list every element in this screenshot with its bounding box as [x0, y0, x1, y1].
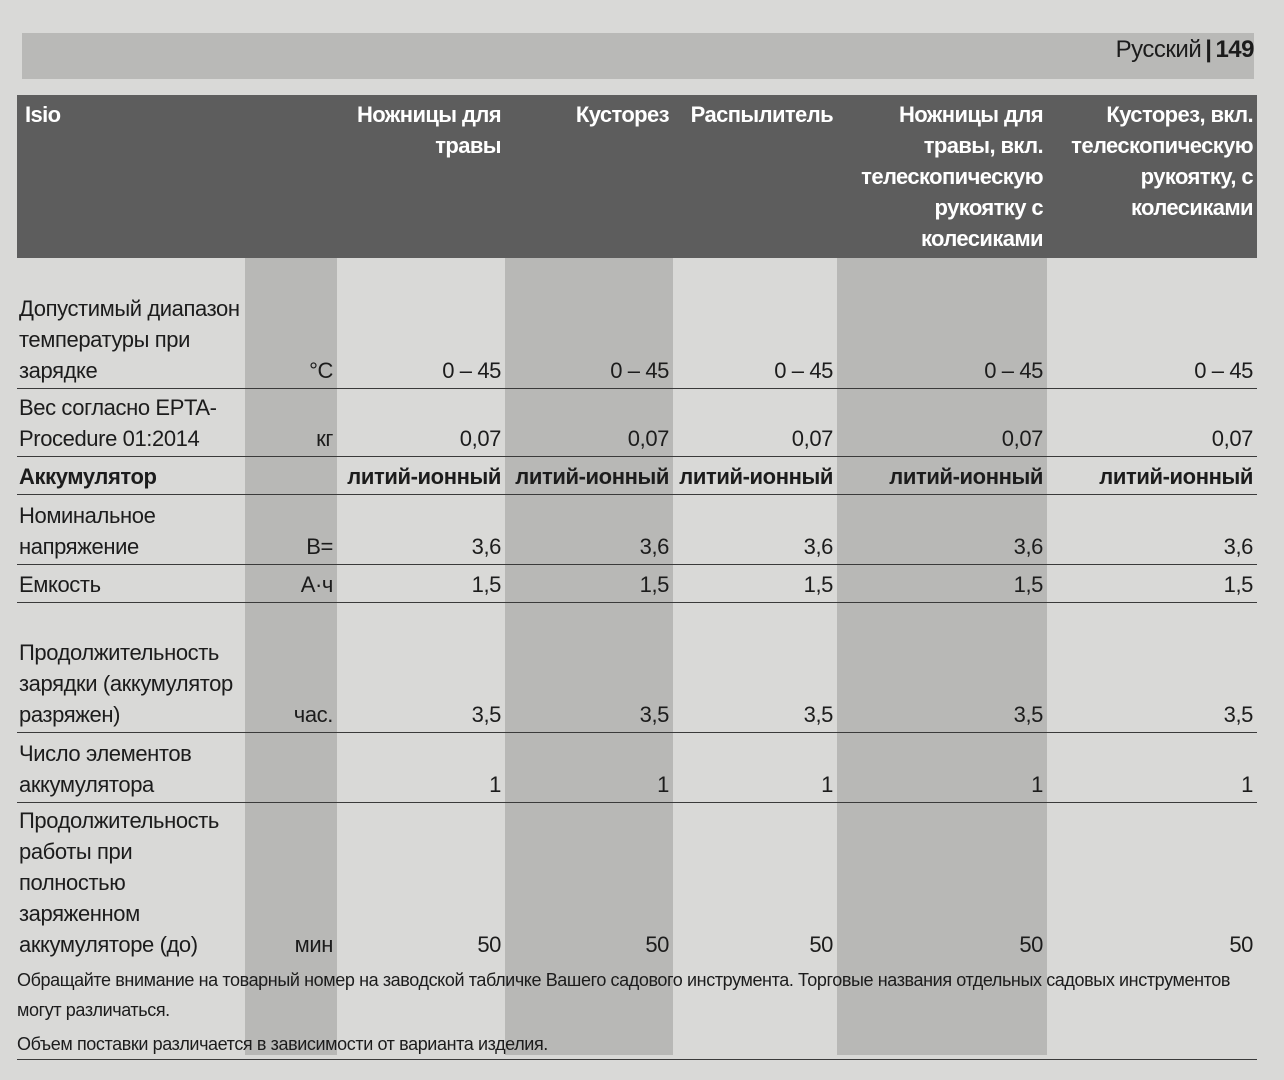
cell-value: литий-ионный: [505, 456, 673, 494]
language-label: Русский: [1115, 36, 1202, 63]
spec-table-wrap: [17, 95, 1257, 962]
row-label: Продолжительность зарядки (аккумулятор разряжен): [17, 602, 245, 732]
row-label: Продолжительность работы при полностью заряженном аккумуляторе (до): [19, 808, 219, 957]
cell-value: 0 – 45: [1047, 258, 1257, 388]
cell-value: 3,6: [505, 494, 673, 564]
table-body: [17, 258, 1257, 962]
row-unit: А·ч: [245, 564, 337, 602]
table-row: [17, 564, 1257, 602]
page-label: [1116, 36, 1254, 64]
table-header-row: [17, 95, 1257, 258]
cell-value: 50: [477, 932, 501, 957]
cell-value: 0 – 45: [673, 258, 837, 388]
cell-value: 0 – 45: [337, 258, 505, 388]
row-unit: [245, 732, 337, 802]
cell-value: 1: [1047, 732, 1257, 802]
cell-value: литий-ионный: [1047, 456, 1257, 494]
cell-value: 3,5: [337, 602, 505, 732]
row-unit: °C: [245, 258, 337, 388]
cell-value: 3,5: [1047, 602, 1257, 732]
cell-value: литий-ионный: [837, 456, 1047, 494]
row-unit: час.: [245, 602, 337, 732]
cell-value: 0 – 45: [505, 258, 673, 388]
column-header-sprayer: Распылитель: [673, 95, 837, 258]
column-header-grass-shears: Ножницы для травы: [337, 95, 505, 258]
spec-table: [17, 95, 1257, 962]
cell-value: 3,5: [837, 602, 1047, 732]
table-row: [17, 456, 1257, 494]
row-unit: [245, 456, 337, 494]
cell-value: 50: [1229, 932, 1253, 957]
column-header-product: Isio: [17, 95, 245, 258]
cell-value: 1,5: [337, 564, 505, 602]
column-header-grass-shears-telescopic: Ножницы для травы, вкл. телескопическую рукоятку с колесиками: [837, 95, 1047, 258]
cell-value: 1: [505, 732, 673, 802]
cell-value: 0,07: [673, 388, 837, 456]
table-row: [17, 802, 1257, 962]
cell-value: 0 – 45: [837, 258, 1047, 388]
row-label: Число элементов аккумулятора: [17, 732, 245, 802]
cell-value: 3,6: [837, 494, 1047, 564]
row-unit: кг: [245, 388, 337, 456]
cell-value: 50: [645, 932, 669, 957]
table-row: [17, 732, 1257, 802]
cell-value: 1,5: [837, 564, 1047, 602]
cell-value: 1,5: [673, 564, 837, 602]
cell-value: 50: [809, 932, 833, 957]
table-row: [17, 602, 1257, 732]
cell-value: 3,6: [673, 494, 837, 564]
footnotes: [17, 965, 1257, 1060]
page-number: 149: [1215, 36, 1254, 63]
row-label: Допустимый диапазон температуры при зарядке: [17, 258, 245, 388]
cell-value: 0,07: [1047, 388, 1257, 456]
table-row: [17, 388, 1257, 456]
cell-value: 0,07: [505, 388, 673, 456]
page-header-bar: [22, 33, 1254, 79]
row-label: Вес согласно EPTA-Procedure 01:2014: [17, 388, 245, 456]
cell-value: 0,07: [837, 388, 1047, 456]
cell-value: 1: [837, 732, 1047, 802]
cell-value: 1: [337, 732, 505, 802]
cell-value: литий-ионный: [673, 456, 837, 494]
cell-value: 50: [1019, 932, 1043, 957]
column-header-unit: [245, 95, 337, 258]
cell-value: 3,5: [673, 602, 837, 732]
table-row: [17, 494, 1257, 564]
row-unit: мин: [294, 932, 333, 957]
row-label: Аккумулятор: [17, 456, 245, 494]
cell-value: 0,07: [337, 388, 505, 456]
page-separator: |: [1205, 36, 1212, 63]
row-unit: В=: [245, 494, 337, 564]
column-header-hedge-trimmer: Кусторез: [505, 95, 673, 258]
footnote-item-number: Обращайте внимание на товарный номер на заводской табличке Вашего садового инструмента. Торговые названия отдельных садовых инструментов могут различаться.: [17, 970, 1231, 1020]
cell-value: литий-ионный: [337, 456, 505, 494]
column-header-hedge-trimmer-telescopic: Кусторез, вкл. телескопическую рукоятку, с колесиками: [1047, 95, 1257, 258]
table-row: [17, 258, 1257, 388]
cell-value: 3,5: [505, 602, 673, 732]
cell-value: 3,6: [337, 494, 505, 564]
cell-value: 3,6: [1047, 494, 1257, 564]
row-label: Емкость: [17, 564, 245, 602]
row-label: Номинальное напряжение: [17, 494, 245, 564]
footnote-delivery-scope: Объем поставки различается в зависимости от варианта изделия.: [17, 1029, 1257, 1060]
cell-value: 1,5: [505, 564, 673, 602]
cell-value: 1: [673, 732, 837, 802]
cell-value: 1,5: [1047, 564, 1257, 602]
